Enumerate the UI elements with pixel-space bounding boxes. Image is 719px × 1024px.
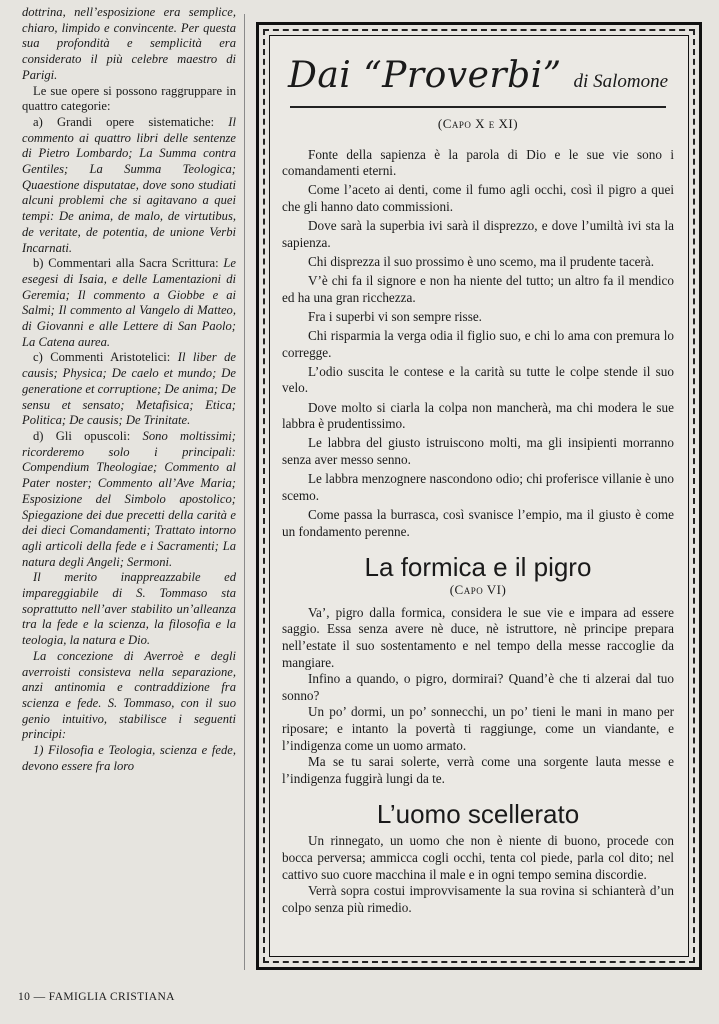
left-paragraph (22, 256, 236, 350)
left-paragraph (22, 570, 236, 649)
proverb-verse: Dove molto si ciarla la colpa non mancherà, ma chi modera le sue labbra è prudentissimo. (282, 399, 674, 432)
proverb-verse: V’è chi fa il signore e non ha niente del tutto; un altro fa il mendico ed ha una gran ricchezza. (282, 273, 674, 305)
left-paragraph (22, 429, 236, 570)
proverb-verse: Chi risparmia la verga odia il figlio suo, e chi lo ama con premura lo corregge. (282, 328, 674, 360)
formica-paragraph: Infino a quando, o pigro, dormirai? Quand’è che ti alzerai dal tuo sonno? (282, 671, 674, 703)
box-main-title (282, 54, 674, 104)
box-title-small: di Salomone (573, 71, 669, 92)
section-uomo-title: L’uomo scellerato (376, 799, 580, 830)
title-underline (290, 106, 666, 108)
proverbs-verses (282, 147, 674, 541)
proverbi-box-content (282, 54, 674, 916)
text-segment: Le esegesi di Isaia, e delle Lamentazioni di Geremia; Il commento a Giobbe e ai Salmi; Il commento al Vangelo di Matteo, di Giovanni e alle Lettere di San Paolo; La Catena aurea. (22, 256, 236, 349)
text-segment: c) Commenti Aristotelici: (33, 350, 178, 365)
proverb-verse: Dove sarà la superbia ivi sarà il disprezzo, e dove l’umiltà ivi sta la sapienza. (282, 218, 674, 250)
text-segment: dottrina, nell’esposizione era semplice, chiaro, limpido e convincente. Per questa sua profondità e semplicità era considerato il più celebre maestro di Parigi. (22, 5, 236, 82)
text-segment: a) Grandi opere sistematiche: (33, 114, 229, 129)
proverb-verse: Fonte della sapienza è la parola di Dio e le sue vie sono i comandamenti eterni. (282, 146, 674, 179)
text-segment: 1) Filosofia e Teologia, scienza e fede, devono essere fra loro (22, 743, 236, 773)
text-segment: Il commento ai quattro libri delle sentenze di Pietro Lombardo; La Summa contra Gentiles; La Summa Teologica; Quaestione disputatae, dove sono studiati alcuni problemi che si agitavano a quei tempi: De anima, de malo, de virtutibus, de veritate, de potentia, de unione Verbi Incarnati. (22, 114, 236, 255)
proverb-verse: Le labbra menzognere nascondono odio; chi proferisce villanie è uno scemo. (282, 471, 674, 503)
proverb-verse: Chi disprezza il suo prossimo è uno scemo, ma il prudente tacerà. (308, 253, 655, 269)
proverb-verse: Come l’aceto ai denti, come il fumo agli occhi, così il pigro a quei che gli hanno dato commissioni. (282, 182, 674, 214)
text-segment: d) Gli opuscoli: (33, 428, 143, 443)
proverb-verse: L’odio suscita le contese e la carità su tutte le colpe stende il suo velo. (282, 363, 674, 396)
text-segment: Sono moltissimi; ricorderemo solo i principali: Compendium Theologiae; Commento al Pater noster; Commento all’Ave Maria; Esposizione del Simbolo apostolico; Spiegazione dei due precetti della carità e dei dieci Comandamenti; Trattato intorno agli articoli della fede e i Sacramenti; La natura degli Angeli; Sermoni. (22, 428, 236, 569)
text-segment: b) Commentari alla Sacra Scrittura: (33, 256, 224, 271)
section-formica-subtitle: (Capo VI) (449, 582, 507, 598)
proverb-verse: Come passa la burrasca, così svanisce l’empio, ma il giusto è come un fondamento perenne. (282, 507, 674, 539)
formica-paragraph: Un po’ dormi, un po’ sonnecchi, un po’ tieni le mani in mano per riposare; e intanto la povertà ti raggiunge, come un viandante, e l’indigenza come un uomo armato. (282, 704, 674, 753)
section-formica-title: La formica e il pigro (364, 552, 592, 583)
text-segment: Il liber de causis; Physica; De caelo et mundo; De generatione et corruptione; De anima; De sensu et sensato; Metafisica; Etica; Politica; De causis; De Trinitate. (22, 350, 236, 428)
left-paragraph (22, 5, 236, 84)
column-divider (244, 14, 245, 970)
text-segment: La concezione di Averroè e degli averroisti consisteva nella separazione, anzi antinomia e contraddizione fra scienza e fede. S. Tommaso, con il suo genio intuitivo, stabilisce i seguenti principi: (22, 648, 236, 742)
section-formica-text (282, 605, 674, 788)
left-paragraph (22, 350, 236, 429)
decorative-dashed-border (263, 29, 695, 963)
section-uomo-text (282, 833, 674, 916)
left-paragraph (22, 115, 236, 256)
proverbi-box-frame (256, 22, 702, 970)
left-paragraph (22, 743, 236, 774)
proverb-verse: Fra i superbi vi son sempre risse. (308, 308, 482, 324)
box-subtitle: (Capo X e XI) (437, 116, 519, 131)
formica-paragraph: Va’, pigro dalla formica, considera le sue vie e impara ad essere saggio. Essa senza avere nè duce, nè istruttore, nè principe prepara nell’estate il suo sostentamento e nel tempo della messe raccoglie da mangiare. (282, 604, 674, 670)
uomo-paragraph: Verrà sopra costui improvvisamente la sua rovina si schianterà d’un colpo senza più rimedio. (282, 883, 674, 915)
box-title-main: Dai “Proverbi” (287, 55, 562, 96)
uomo-paragraph: Un rinnegato, un uomo che non è niente di buono, procede con bocca perversa; ammicca cogli occhi, tenta col piede, parla col dito; nel cattivo suo cuore macchina il male e in ogni tempo semina discordie. (282, 833, 674, 882)
proverb-verse: Le labbra del giusto istruiscono molti, ma gli insipienti morranno senza aver messo senno. (282, 435, 674, 468)
text-segment: Il merito inappreazzabile ed impareggiabile di S. Tommaso sta soprattutto nell’aver stabilito un’alleanza tra la fede e la scienza, la filosofia e la teologia, la natura e Dio. (22, 570, 236, 648)
page-footer: 10 — FAMIGLIA CRISTIANA (18, 991, 175, 1003)
left-paragraph (22, 649, 236, 743)
proverbi-box (269, 35, 689, 957)
left-column-article (22, 5, 236, 774)
left-paragraph (22, 84, 236, 115)
text-segment: Le sue opere si possono raggruppare in quattro categorie: (22, 83, 236, 114)
formica-paragraph: Ma se tu sarai solerte, verrà come una sorgente lauta messe e l’indigenza fuggirà lungi da te. (282, 754, 674, 786)
